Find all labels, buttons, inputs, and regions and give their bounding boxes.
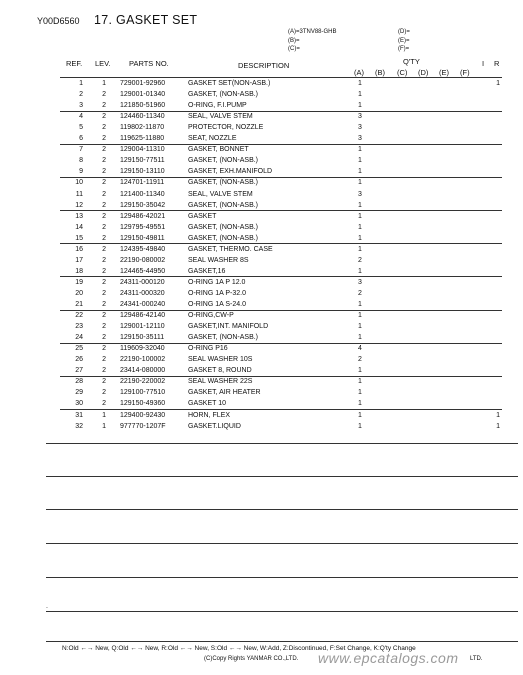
lev-cell: 2 xyxy=(102,190,106,198)
part-number-cell: 729001-92960 xyxy=(120,80,166,87)
blank-rule xyxy=(46,543,518,544)
part-number-cell: 119609-32040 xyxy=(120,345,165,353)
qty-a-cell: 1 xyxy=(358,245,362,253)
qty-r-cell: 1 xyxy=(496,422,500,430)
model-e: (E)= xyxy=(398,38,410,44)
table-row xyxy=(0,122,523,133)
part-number-cell: 124465-44950 xyxy=(120,267,166,275)
description-cell: GASKET.LIQUID xyxy=(188,422,241,430)
table-row xyxy=(0,166,523,177)
table-row xyxy=(0,321,523,332)
qty-a-cell: 1 xyxy=(358,146,362,154)
description-cell: O-RING P16 xyxy=(188,345,228,353)
ref-cell: 4 xyxy=(79,113,83,121)
table-row xyxy=(0,421,523,432)
description-cell: GASKET xyxy=(188,212,217,220)
description-cell: SEAL WASHER 8S xyxy=(188,256,249,264)
table-row xyxy=(0,211,523,222)
ref-cell: 3 xyxy=(79,102,83,110)
ref-cell: 8 xyxy=(79,157,83,165)
qty-a-cell: 1 xyxy=(358,312,362,320)
part-number-cell: 129150-35111 xyxy=(120,334,165,342)
table-row xyxy=(0,222,523,233)
lev-cell: 2 xyxy=(102,301,106,308)
ref-cell: 6 xyxy=(79,135,83,143)
ref-cell: 11 xyxy=(75,190,83,198)
table-row xyxy=(0,343,523,354)
model-f: (F)= xyxy=(398,46,410,52)
description-cell: GASKET, AIR HEATER xyxy=(188,389,261,397)
lev-cell: 1 xyxy=(102,411,106,419)
model-c: (C)= xyxy=(288,46,300,52)
table-row xyxy=(0,133,523,144)
table-row xyxy=(0,410,523,421)
table-row xyxy=(0,177,523,188)
qty-a-cell: 3 xyxy=(358,278,362,286)
part-number-cell: 129100-77510 xyxy=(120,389,166,397)
ref-cell: 12 xyxy=(75,201,83,209)
qty-a-cell: 1 xyxy=(358,102,362,110)
part-number-cell: 129400-92430 xyxy=(120,411,166,419)
part-number-cell: 24311-000320 xyxy=(120,289,165,297)
part-number-cell: 129001-12110 xyxy=(120,323,165,331)
col-r: R xyxy=(494,59,500,68)
ref-cell: 31 xyxy=(75,411,83,419)
ref-cell: 15 xyxy=(75,234,83,242)
lev-cell: 2 xyxy=(102,124,106,132)
lev-cell: 2 xyxy=(102,389,106,397)
table-row xyxy=(0,100,523,111)
lev-cell: 2 xyxy=(102,234,106,242)
qty-a-cell: 1 xyxy=(358,334,362,342)
part-number-cell: 124701-11911 xyxy=(120,179,165,187)
model-b: (B)= xyxy=(288,38,300,44)
lev-cell: 2 xyxy=(102,179,106,187)
ref-cell: 2 xyxy=(79,91,83,99)
lev-cell: 2 xyxy=(102,146,106,154)
qty-a-cell: 3 xyxy=(358,135,362,143)
qty-a-cell: 1 xyxy=(358,91,362,99)
part-number-cell: 24341-000240 xyxy=(120,301,166,308)
col-lev: LEV. xyxy=(95,59,111,68)
qty-a-cell: 1 xyxy=(358,212,362,220)
part-number-cell: 23414-080000 xyxy=(120,367,166,375)
lev-cell: 2 xyxy=(102,367,106,375)
qty-a-cell: 1 xyxy=(358,323,362,331)
lev-cell: 2 xyxy=(102,323,106,331)
qty-a-cell: 3 xyxy=(358,190,362,198)
ref-cell: 9 xyxy=(79,168,83,176)
description-cell: GASKET 10 xyxy=(188,400,227,408)
description-cell: GASKET, (NON-ASB.) xyxy=(188,334,259,342)
margin-mark: . xyxy=(46,603,48,610)
description-cell: GASKET, BONNET xyxy=(188,146,249,154)
qty-a-cell: 1 xyxy=(358,201,362,209)
description-cell: GASKET, THERMO. CASE xyxy=(188,245,273,253)
blank-rule xyxy=(46,509,518,510)
blank-rule xyxy=(46,641,518,642)
qty-a-cell: 3 xyxy=(358,113,362,121)
qty-a-cell: 1 xyxy=(358,422,362,430)
description-cell: O-RING,CW-P xyxy=(188,312,234,320)
lev-cell: 2 xyxy=(102,267,106,275)
col-description: DESCRIPTION xyxy=(238,61,290,70)
part-number-cell: 977770-1207F xyxy=(120,422,166,430)
description-cell: GASKET, (NON-ASB.) xyxy=(188,179,259,187)
ref-cell: 10 xyxy=(75,179,83,187)
change-code-legend: N:Old ←→ New, Q:Old ←→ New, R:Old ←→ New, S:Old ←→ New, W:Add, Z:Discontinued, F:Set Change, K:Q'ty Change xyxy=(62,645,416,652)
lev-cell: 2 xyxy=(102,256,106,264)
ref-cell: 22 xyxy=(75,312,83,320)
table-row xyxy=(0,89,523,100)
qty-a-cell: 1 xyxy=(358,378,362,386)
part-number-cell: 129004-11310 xyxy=(120,146,165,154)
table-row xyxy=(0,332,523,343)
description-cell: O-RING 1A P-32.0 xyxy=(188,289,246,297)
blank-rule xyxy=(46,577,518,578)
col-ref: REF. xyxy=(66,59,83,68)
watermark: www.epcatalogs.com xyxy=(318,650,459,666)
blank-rule xyxy=(46,476,518,477)
description-cell: GASKET,16 xyxy=(188,267,226,275)
ref-cell: 1 xyxy=(79,80,83,87)
qty-a-cell: 1 xyxy=(358,168,362,176)
lev-cell: 2 xyxy=(102,135,106,143)
table-row xyxy=(0,155,523,166)
description-cell: GASKET, (NON-ASB.) xyxy=(188,201,259,209)
description-cell: GASKET, EXH.MANIFOLD xyxy=(188,168,273,176)
lev-cell: 2 xyxy=(102,102,106,110)
page-title: 17. GASKET SET xyxy=(94,13,198,27)
qty-a-cell: 2 xyxy=(358,256,362,264)
col-f: (F) xyxy=(460,68,470,77)
lev-cell: 2 xyxy=(102,168,106,176)
part-number-cell: 22190-080002 xyxy=(120,256,166,264)
qty-a-cell: 1 xyxy=(358,157,362,165)
lev-cell: 2 xyxy=(102,223,106,231)
qty-a-cell: 1 xyxy=(358,367,362,375)
part-number-cell: 129150-49360 xyxy=(120,400,166,408)
part-number-cell: 121400-11340 xyxy=(120,190,165,198)
description-cell: SEAL WASHER 22S xyxy=(188,378,253,386)
lev-cell: 2 xyxy=(102,345,106,353)
part-number-cell: 119625-11880 xyxy=(120,135,165,143)
ref-cell: 25 xyxy=(75,345,83,353)
qty-a-cell: 1 xyxy=(358,80,362,87)
qty-a-cell: 1 xyxy=(358,179,362,187)
part-number-cell: 121850-51960 xyxy=(120,102,166,110)
copyright-tail: LTD. xyxy=(470,656,483,662)
description-cell: O-RING, F.I.PUMP xyxy=(188,102,247,110)
qty-r-cell: 1 xyxy=(496,80,500,87)
ref-cell: 19 xyxy=(75,278,83,286)
part-number-cell: 129001-01340 xyxy=(120,91,166,99)
description-cell: SEAL WASHER 10S xyxy=(188,356,253,364)
lev-cell: 2 xyxy=(102,334,106,342)
ref-cell: 21 xyxy=(75,301,83,308)
ref-cell: 30 xyxy=(75,400,83,408)
ref-cell: 17 xyxy=(75,256,83,264)
ref-cell: 29 xyxy=(75,389,83,397)
lev-cell: 2 xyxy=(102,356,106,364)
ref-cell: 14 xyxy=(75,223,83,231)
description-cell: GASKET, (NON-ASB.) xyxy=(188,234,259,242)
copyright-notice: (C)Copy Rights YANMAR CO.,LTD. xyxy=(204,656,299,662)
table-row xyxy=(0,200,523,211)
qty-a-cell: 2 xyxy=(358,356,362,364)
col-parts-no: PARTS NO. xyxy=(129,59,169,68)
part-number-cell: 129150-49811 xyxy=(120,234,165,242)
qty-a-cell: 1 xyxy=(358,234,362,242)
ref-cell: 28 xyxy=(75,378,83,386)
description-cell: HORN, FLEX xyxy=(188,411,231,419)
table-row xyxy=(0,387,523,398)
col-b: (B) xyxy=(375,68,385,77)
col-qty: Q'TY xyxy=(403,57,420,66)
lev-cell: 2 xyxy=(102,157,106,165)
table-row xyxy=(0,255,523,266)
description-cell: SEAT, NOZZLE xyxy=(188,135,237,143)
ref-cell: 32 xyxy=(75,422,83,430)
qty-a-cell: 1 xyxy=(358,411,362,419)
blank-rule xyxy=(46,611,518,612)
lev-cell: 2 xyxy=(102,378,106,386)
part-number-cell: 129795-49551 xyxy=(120,223,166,231)
ref-cell: 24 xyxy=(75,334,83,342)
table-row xyxy=(0,266,523,277)
ref-cell: 16 xyxy=(75,245,83,253)
part-number-cell: 124460-11340 xyxy=(120,113,165,121)
qty-a-cell: 1 xyxy=(358,267,362,275)
part-number-cell: 129150-13110 xyxy=(120,168,165,176)
col-a: (A) xyxy=(354,68,364,77)
catalog-code: Y00D6560 xyxy=(37,16,80,26)
lev-cell: 1 xyxy=(102,80,106,87)
description-cell: PROTECTOR, NOZZLE xyxy=(188,124,264,132)
table-row xyxy=(0,78,523,89)
table-row xyxy=(0,189,523,200)
qty-a-cell: 1 xyxy=(358,389,362,397)
lev-cell: 2 xyxy=(102,278,106,286)
qty-a-cell: 3 xyxy=(358,124,362,132)
col-e: (E) xyxy=(439,68,449,77)
table-row xyxy=(0,277,523,288)
qty-a-cell: 4 xyxy=(358,345,362,353)
table-row xyxy=(0,233,523,244)
table-row xyxy=(0,365,523,376)
part-number-cell: 22190-220002 xyxy=(120,378,166,386)
lev-cell: 2 xyxy=(102,289,106,297)
table-row xyxy=(0,354,523,365)
col-i: I xyxy=(482,59,485,68)
part-number-cell: 129150-35042 xyxy=(120,201,166,209)
ref-cell: 27 xyxy=(75,367,83,375)
ref-cell: 7 xyxy=(79,146,83,154)
part-number-cell: 22190-100002 xyxy=(120,356,166,364)
description-cell: O-RING 1A S-24.0 xyxy=(188,301,246,308)
table-row xyxy=(0,244,523,255)
ref-cell: 18 xyxy=(75,267,83,275)
part-number-cell: 129486-42021 xyxy=(120,212,166,220)
table-row xyxy=(0,288,523,299)
lev-cell: 2 xyxy=(102,312,106,320)
lev-cell: 2 xyxy=(102,400,106,408)
description-cell: GASKET, (NON-ASB.) xyxy=(188,223,259,231)
description-cell: O-RING 1A P 12.0 xyxy=(188,278,246,286)
description-cell: GASKET, (NON-ASB.) xyxy=(188,91,259,99)
lev-cell: 2 xyxy=(102,91,106,99)
model-a: (A)=3TNV88-GHB xyxy=(288,29,337,35)
ref-cell: 20 xyxy=(75,289,83,297)
description-cell: SEAL, VALVE STEM xyxy=(188,190,253,198)
description-cell: GASKET, (NON-ASB.) xyxy=(188,157,259,165)
part-number-cell: 129486-42140 xyxy=(120,312,166,320)
part-number-cell: 119802-11870 xyxy=(120,124,165,132)
ref-cell: 23 xyxy=(75,323,83,331)
model-d: (D)= xyxy=(398,29,410,35)
ref-cell: 13 xyxy=(75,212,83,220)
lev-cell: 2 xyxy=(102,113,106,121)
qty-r-cell: 1 xyxy=(496,411,500,419)
qty-a-cell: 2 xyxy=(358,289,362,297)
part-number-cell: 24311-000120 xyxy=(120,278,165,286)
description-cell: GASKET SET(NON-ASB.) xyxy=(188,80,271,87)
qty-a-cell: 1 xyxy=(358,301,362,308)
lev-cell: 2 xyxy=(102,212,106,220)
description-cell: GASKET 8, ROUND xyxy=(188,367,252,375)
blank-rule xyxy=(46,443,518,444)
table-row xyxy=(0,299,523,310)
description-cell: GASKET,INT. MANIFOLD xyxy=(188,323,269,331)
qty-a-cell: 1 xyxy=(358,223,362,231)
lev-cell: 2 xyxy=(102,245,106,253)
qty-a-cell: 1 xyxy=(358,400,362,408)
ref-cell: 26 xyxy=(75,356,83,364)
col-c: (C) xyxy=(397,68,408,77)
part-number-cell: 129150-77511 xyxy=(120,157,165,165)
table-row xyxy=(0,310,523,321)
ref-cell: 5 xyxy=(79,124,83,132)
table-row xyxy=(0,144,523,155)
lev-cell: 1 xyxy=(102,422,106,430)
lev-cell: 2 xyxy=(102,201,106,209)
part-number-cell: 124395-49840 xyxy=(120,245,166,253)
description-cell: SEAL, VALVE STEM xyxy=(188,113,253,121)
table-row xyxy=(0,398,523,409)
table-row xyxy=(0,376,523,387)
col-d: (D) xyxy=(418,68,429,77)
table-row xyxy=(0,111,523,122)
